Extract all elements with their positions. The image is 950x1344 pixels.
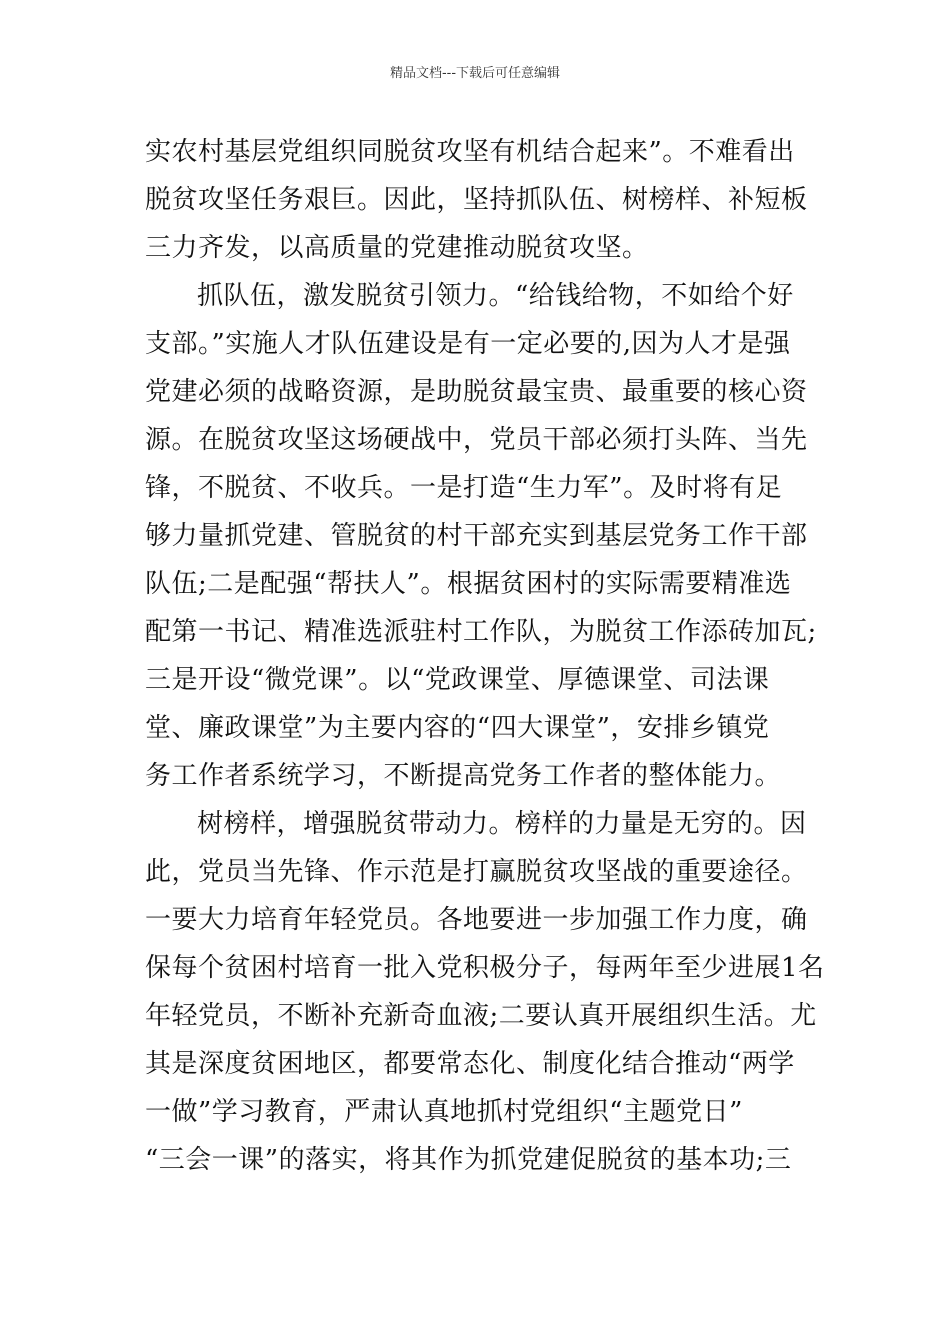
text-line: 实农村基层党组织同脱贫攻坚有机结合起来”。不难看出 [145,137,795,167]
text-line: 三力齐发，以高质量的党建推动脱贫攻坚。 [145,233,649,263]
text-line: 党建必须的战略资源，是助脱贫最宝贵、最重要的核心资 [145,377,808,407]
text-line: 三是开设“微党课”。以“党政课堂、厚德课堂、司法课 [145,665,770,695]
text-line: 堂、廉政课堂”为主要内容的“四大课堂”，安排乡镇党 [145,713,770,743]
text-line: 脱贫攻坚任务艰巨。因此，坚持抓队伍、树榜样、补短板 [145,185,808,215]
text-line: 其是深度贫困地区，都要常态化、制度化结合推动“两学 [145,1049,795,1079]
paragraph-start-line: 抓队伍，激发脱贫引领力。“给钱给物，不如给个好 [197,281,794,311]
document-body [145,128,825,1184]
text-line: 一做”学习教育，严肃认真地抓村党组织“主题党日” [145,1097,743,1127]
text-line: 够力量抓党建、管脱贫的村干部充实到基层党务工作干部 [145,521,808,551]
text-line: “三会一课”的落实，将其作为抓党建促脱贫的基本功;三 [145,1145,792,1175]
page-header: 精品文档---下载后可任意编辑 [389,66,561,81]
text-line: 务工作者系统学习，不断提高党务工作者的整体能力。 [145,761,782,791]
text-line: 保每个贫困村培育一批入党积极分子，每两年至少进展1名 [145,953,825,983]
text-line: 源。在脱贫攻坚这场硬战中，党员干部必须打头阵、当先 [145,425,808,455]
text-line: 锋，不脱贫、不收兵。一是打造“生力军”。及时将有足 [145,473,783,503]
paragraph-start-line: 树榜样，增强脱贫带动力。榜样的力量是无穷的。因 [197,809,807,839]
text-line: 此，党员当先锋、作示范是打赢脱贫攻坚战的重要途径。 [145,857,808,887]
text-line: 队伍;二是配强“帮扶人”。根据贫困村的实际需要精准选 [145,569,792,599]
text-line: 一要大力培育年轻党员。各地要进一步加强工作力度，确 [145,905,808,935]
text-line: 支部。”实施人才队伍建设是有一定必要的,因为人才是强 [145,329,791,359]
text-line: 年轻党员，不断补充新奇血液;二要认真开展组织生活。尤 [145,1001,817,1031]
text-line: 配第一书记、精准选派驻村工作队，为脱贫工作添砖加瓦; [145,617,817,647]
